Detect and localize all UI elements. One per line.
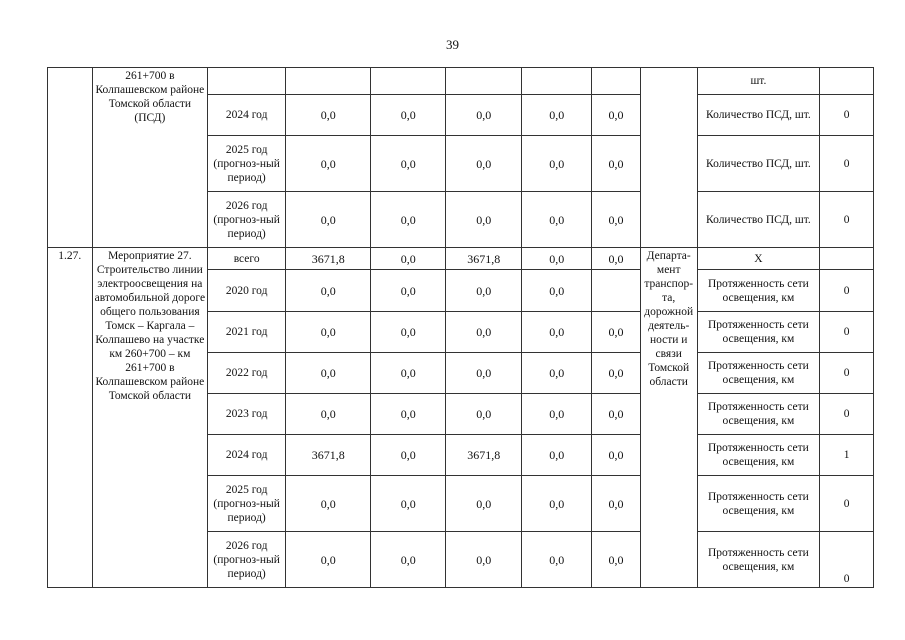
indicator-cell: Протяженность сети освещения, км — [697, 353, 820, 394]
indicator-value-cell: 1 — [820, 435, 874, 476]
value-cell: 0,0 — [371, 270, 446, 312]
program-table — [47, 67, 874, 588]
period-cell: 2024 год — [208, 435, 286, 476]
value-cell: 0,0 — [286, 476, 371, 532]
value-cell — [592, 68, 641, 95]
indicator-cell: шт. — [697, 68, 820, 95]
value-cell — [446, 68, 522, 95]
period-cell: 2023 год — [208, 394, 286, 435]
value-cell: 0,0 — [592, 435, 641, 476]
indicator-cell: Протяженность сети освещения, км — [697, 435, 820, 476]
value-cell — [371, 68, 446, 95]
value-cell: 0,0 — [286, 353, 371, 394]
value-cell: 0,0 — [592, 476, 641, 532]
value-cell: 0,0 — [371, 192, 446, 248]
value-cell: 0,0 — [592, 353, 641, 394]
value-cell: 0,0 — [286, 532, 371, 588]
value-cell: 0,0 — [446, 532, 522, 588]
indicator-value-cell: 0 — [820, 192, 874, 248]
indicator-cell: Х — [697, 248, 820, 270]
table-row — [48, 248, 874, 270]
value-cell: 0,0 — [286, 270, 371, 312]
value-cell: 0,0 — [592, 248, 641, 270]
value-cell — [286, 68, 371, 95]
number-cell — [48, 68, 93, 248]
value-cell: 0,0 — [371, 353, 446, 394]
period-cell: 2021 год — [208, 312, 286, 353]
value-cell — [522, 68, 592, 95]
value-cell: 0,0 — [592, 312, 641, 353]
period-cell: 2026 год (прогноз-ный период) — [208, 192, 286, 248]
value-cell: 0,0 — [446, 353, 522, 394]
indicator-cell: Протяженность сети освещения, км — [697, 476, 820, 532]
indicator-value-cell: 0 — [820, 136, 874, 192]
value-cell: 0,0 — [371, 136, 446, 192]
value-cell: 3671,8 — [446, 435, 522, 476]
value-cell: 0,0 — [592, 394, 641, 435]
indicator-cell: Протяженность сети освещения, км — [697, 394, 820, 435]
value-cell: 3671,8 — [286, 435, 371, 476]
value-cell: 0,0 — [592, 136, 641, 192]
value-cell: 0,0 — [522, 95, 592, 136]
value-cell: 0,0 — [592, 192, 641, 248]
table-body — [48, 68, 874, 588]
indicator-cell: Протяженность сети освещения, км — [697, 532, 820, 588]
table-row — [48, 68, 874, 95]
value-cell: 0,0 — [446, 394, 522, 435]
period-cell: всего — [208, 248, 286, 270]
indicator-cell: Количество ПСД, шт. — [697, 95, 820, 136]
period-cell: 2020 год — [208, 270, 286, 312]
indicator-value-cell: 0 — [820, 532, 874, 588]
indicator-cell: Протяженность сети освещения, км — [697, 270, 820, 312]
value-cell: 0,0 — [592, 532, 641, 588]
value-cell: 3671,8 — [446, 248, 522, 270]
value-cell: 0,0 — [371, 532, 446, 588]
indicator-value-cell: 0 — [820, 394, 874, 435]
value-cell: 0,0 — [522, 192, 592, 248]
indicator-value-cell: 0 — [820, 312, 874, 353]
executor-cell — [640, 68, 697, 248]
value-cell: 0,0 — [371, 312, 446, 353]
measure-name-cell: Мероприятие 27. Строительство линии электроосвещения на автомобильной дороге общего пользования Томск – Каргала – Колпашево на участке км 260+700 – км 261+700 в Колпашевском районе Томской области — [92, 248, 208, 588]
page-number: 39 — [446, 37, 459, 52]
period-cell: 2026 год (прогноз-ный период) — [208, 532, 286, 588]
value-cell: 0,0 — [446, 270, 522, 312]
value-cell: 0,0 — [446, 136, 522, 192]
value-cell: 0,0 — [371, 95, 446, 136]
measure-name-cell: 261+700 в Колпашевском районе Томской области (ПСД) — [92, 68, 208, 248]
period-cell: 2025 год (прогноз-ный период) — [208, 476, 286, 532]
indicator-cell: Количество ПСД, шт. — [697, 192, 820, 248]
period-cell: 2022 год — [208, 353, 286, 394]
value-cell: 3671,8 — [286, 248, 371, 270]
value-cell: 0,0 — [286, 192, 371, 248]
value-cell: 0,0 — [286, 312, 371, 353]
period-cell: 2024 год — [208, 95, 286, 136]
value-cell: 0,0 — [522, 136, 592, 192]
value-cell: 0,0 — [522, 353, 592, 394]
value-cell: 0,0 — [522, 435, 592, 476]
value-cell — [592, 270, 641, 312]
value-cell: 0,0 — [446, 476, 522, 532]
value-cell: 0,0 — [522, 476, 592, 532]
value-cell: 0,0 — [286, 394, 371, 435]
value-cell: 0,0 — [446, 312, 522, 353]
value-cell: 0,0 — [371, 435, 446, 476]
period-cell — [208, 68, 286, 95]
value-cell: 0,0 — [286, 136, 371, 192]
value-cell: 0,0 — [446, 95, 522, 136]
indicator-value-cell: 0 — [820, 270, 874, 312]
value-cell: 0,0 — [446, 192, 522, 248]
value-cell: 0,0 — [522, 394, 592, 435]
indicator-value-cell — [820, 68, 874, 95]
value-cell: 0,0 — [522, 532, 592, 588]
executor-cell: Департа-мент транспор-та, дорожной деятель-ности и связи Томской области — [640, 248, 697, 588]
indicator-value-cell: 0 — [820, 353, 874, 394]
value-cell: 0,0 — [286, 95, 371, 136]
indicator-value-cell — [820, 248, 874, 270]
period-cell: 2025 год (прогноз-ный период) — [208, 136, 286, 192]
value-cell: 0,0 — [371, 394, 446, 435]
indicator-value-cell: 0 — [820, 476, 874, 532]
indicator-cell: Количество ПСД, шт. — [697, 136, 820, 192]
indicator-value-cell: 0 — [820, 95, 874, 136]
number-cell: 1.27. — [48, 248, 93, 588]
value-cell: 0,0 — [371, 476, 446, 532]
indicator-cell: Протяженность сети освещения, км — [697, 312, 820, 353]
value-cell: 0,0 — [371, 248, 446, 270]
value-cell: 0,0 — [522, 248, 592, 270]
value-cell: 0,0 — [522, 270, 592, 312]
value-cell: 0,0 — [592, 95, 641, 136]
value-cell: 0,0 — [522, 312, 592, 353]
